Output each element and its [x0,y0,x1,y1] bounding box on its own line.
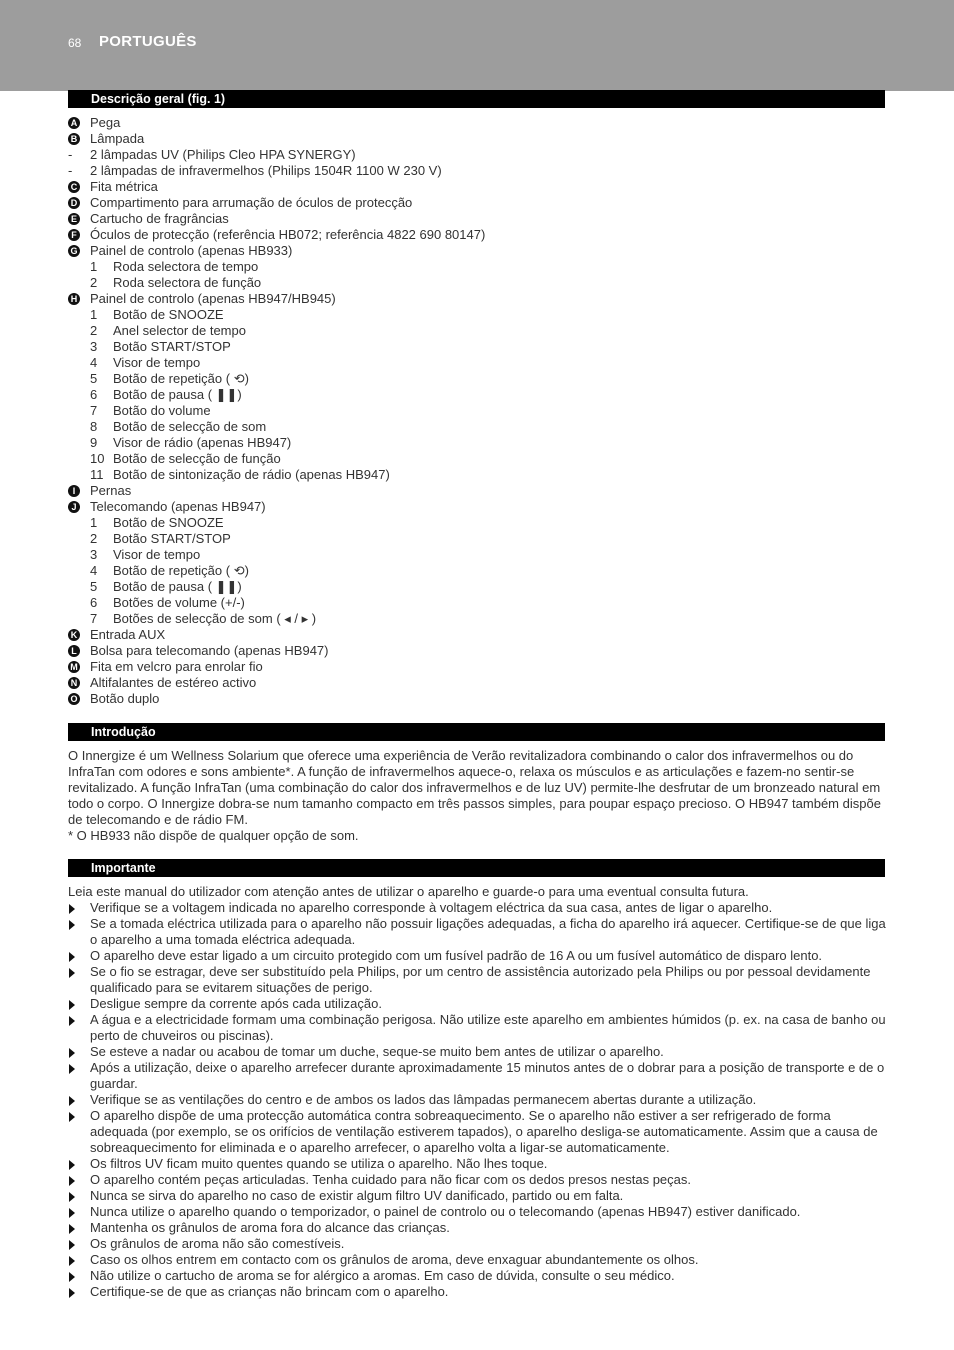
list-item [68,531,888,547]
list-item [68,467,888,483]
item-label: Pega [90,115,121,130]
item-label: Painel de controlo (apenas HB947/HB945) [90,291,336,306]
list-item [68,243,888,259]
item-letter-badge: J [68,501,80,513]
item-label: Lâmpada [90,131,145,146]
bullet-arrow-icon [69,1016,75,1026]
bullet-item [68,964,886,996]
item-number: 4 [90,563,98,578]
item-letter-badge: A [68,117,80,129]
item-number: 1 [90,515,98,530]
list-item [68,595,888,611]
item-label: Fita métrica [90,179,158,194]
item-letter-badge: G [68,245,80,257]
bullet-arrow-icon [69,1208,75,1218]
section-heading-intro: Introdução [68,723,885,741]
list-item [68,611,888,627]
item-letter-badge: N [68,677,80,689]
list-item [68,691,888,707]
item-label: Botões de selecção de som ( ◂ / ▸ ) [113,611,317,626]
page-number: 68 [68,36,82,50]
bullet-text: Caso os olhos entrem em contacto com os grânulos de aroma, deve enxaguar abundantemente os olhos. [90,1252,699,1267]
bullet-item [68,900,886,916]
item-label: Botão de pausa ( ❚❚) [113,579,242,594]
item-letter-badge: E [68,213,80,225]
item-number: 2 [90,275,98,290]
bullet-arrow-icon [69,1048,75,1058]
section-heading-important: Importante [68,859,885,877]
intro-text [68,748,886,844]
bullet-arrow-icon [69,968,75,978]
item-letter-badge: D [68,197,80,209]
item-number: 1 [90,307,98,322]
item-letter-badge: B [68,133,80,145]
bullet-text: Nunca se sirva do aparelho no caso de existir algum filtro UV danificado, partido ou em falta. [90,1188,624,1203]
bullet-arrow-icon [69,1096,75,1106]
bullet-arrow-icon [69,952,75,962]
list-item [68,211,888,227]
bullet-text: Após a utilização, deixe o aparelho arrefecer durante aproximadamente 15 minutos antes de o dobrar para a posição de transporte e de o guardar. [90,1060,885,1091]
item-letter-badge: C [68,181,80,193]
list-item [68,387,888,403]
list-item [68,323,888,339]
important-list [68,884,886,1300]
bullet-arrow-icon [69,1192,75,1202]
bullet-text: Não utilize o cartucho de aroma se for alérgico a aromas. Em caso de dúvida, consulte o seu médico. [90,1268,675,1283]
list-item [68,307,888,323]
list-item [68,483,888,499]
item-label: Fita em velcro para enrolar fio [90,659,263,674]
item-number: 5 [90,371,98,386]
overview-list [68,115,888,707]
bullet-item [68,1044,886,1060]
item-number: 2 [90,323,98,338]
bullet-item [68,1108,886,1156]
item-number: 2 [90,531,98,546]
item-label: Botão de selecção de função [113,451,281,466]
item-label: Roda selectora de tempo [113,259,259,274]
item-number: 10 [90,451,105,466]
bullet-text: Os grânulos de aroma não são comestíveis. [90,1236,345,1251]
bullet-text: O aparelho contém peças articuladas. Tenha cuidado para não ficar com os dedos presos nestas peças. [90,1172,692,1187]
bullet-arrow-icon [69,1176,75,1186]
bullet-text: Verifique se a voltagem indicada no aparelho corresponde à voltagem eléctrica da sua casa, antes de ligar o aparelho. [90,900,773,915]
bullet-arrow-icon [69,1288,75,1298]
item-label: Telecomando (apenas HB947) [90,499,266,514]
item-label: Compartimento para arrumação de óculos de protecção [90,195,413,210]
item-label: Anel selector de tempo [113,323,246,338]
intro-paragraph: O Innergize é um Wellness Solarium que oferece uma experiência de Verão revitalizadora combinando o calor dos infravermelhos ou do InfraTan com odores e sons ambiente*. A função de infravermelhos aquece-o, relaxa os músculos e as articulações e fazem-no sentir-se revitalizado. A função InfraTan (uma combinação do calor dos infravermelhos e de luz UV) permite-lhe desfrutar de um bronzeado natural em todo o corpo. O Innergize dobra-se num tamanho compacto em três passos simples, para poupar espaço precioso. O HB947 também dispõe de telecomando e de rádio FM. [68,748,881,827]
list-item [68,563,888,579]
bullet-text: Nunca utilize o aparelho quando o temporizador, o painel de controlo ou o telecomando (apenas HB947) estiver danificado. [90,1204,801,1219]
list-item [68,419,888,435]
bullet-item [68,1204,886,1220]
item-letter-badge: H [68,293,80,305]
important-lead: Leia este manual do utilizador com atenção antes de utilizar o aparelho e guarde-o para uma eventual consulta futura. [68,884,749,899]
bullet-item [68,1284,886,1300]
bullet-arrow-icon [69,1272,75,1282]
item-number: 11 [90,467,104,482]
list-item [68,675,888,691]
bullet-arrow-icon [69,1112,75,1122]
item-number: 1 [90,259,98,274]
list-item [68,435,888,451]
bullet-text: Certifique-se de que as crianças não brincam com o aparelho. [90,1284,449,1299]
item-letter-badge: K [68,629,80,641]
item-label: 2 lâmpadas de infravermelhos (Philips 1504R 1100 W 230 V) [90,163,442,178]
item-label: Visor de rádio (apenas HB947) [113,435,292,450]
bullet-item [68,1252,886,1268]
section-heading-overview: Descrição geral (fig. 1) [68,90,885,108]
item-label: Botão de repetição ( ⟲) [113,371,249,386]
bullet-arrow-icon [69,1000,75,1010]
bullet-text: Verifique se as ventilações do centro e de ambos os lados das lâmpadas permanecem abertas durante a utilização. [90,1092,757,1107]
list-item [68,275,888,291]
bullet-item [68,1172,886,1188]
item-number: 3 [90,547,98,562]
bullet-arrow-icon [69,1256,75,1266]
page-header [0,0,954,91]
item-label: Botão de repetição ( ⟲) [113,563,249,578]
bullet-item [68,916,886,948]
item-label: Botão de SNOOZE [113,515,224,530]
item-label: Pernas [90,483,132,498]
bullet-text: Mantenha os grânulos de aroma fora do alcance das crianças. [90,1220,450,1235]
list-item [68,499,888,515]
bullet-text: A água e a electricidade formam uma combinação perigosa. Não utilize este aparelho em ambientes húmidos (p. ex. na casa de banho ou perto de chuveiros ou piscinas). [90,1012,886,1043]
list-item [68,515,888,531]
item-label: Óculos de protecção (referência HB072; referência 4822 690 80147) [90,227,486,242]
item-label: 2 lâmpadas UV (Philips Cleo HPA SYNERGY) [90,147,356,162]
item-number: 5 [90,579,98,594]
bullet-text: Se a tomada eléctrica utilizada para o aparelho não possuir ligações adequadas, a ficha do aparelho irá aquecer. Certifique-se de que liga o aparelho a uma tomada eléctrica adequada. [90,916,886,947]
bullet-arrow-icon [69,1064,75,1074]
list-item [68,195,888,211]
item-number: 8 [90,419,98,434]
bullet-item [68,1268,886,1284]
bullet-item [68,1236,886,1252]
list-item [68,131,888,147]
bullet-item [68,1188,886,1204]
bullet-arrow-icon [69,1160,75,1170]
list-item [68,147,888,163]
bullet-item [68,1012,886,1044]
list-item [68,659,888,675]
item-label: Altifalantes de estéreo activo [90,675,257,690]
list-item [68,291,888,307]
bullet-item [68,1060,886,1092]
bullet-arrow-icon [69,1224,75,1234]
item-label: Botão de SNOOZE [113,307,224,322]
item-label: Botão de sintonização de rádio (apenas HB947) [113,467,390,482]
bullet-arrow-icon [69,1240,75,1250]
item-label: Botões de volume (+/-) [113,595,245,610]
dash-marker: - [68,147,73,162]
list-item [68,451,888,467]
bullet-text: Se o fio se estragar, deve ser substituído pela Philips, por um centro de assistência autorizado pela Philips ou por pessoal devidamente qualificado para se evitarem situações de perigo. [90,964,871,995]
list-item [68,547,888,563]
intro-footnote: * O HB933 não dispõe de qualquer opção de som. [68,828,359,843]
list-item [68,627,888,643]
list-item [68,259,888,275]
item-letter-badge: F [68,229,80,241]
item-label: Botão duplo [90,691,160,706]
item-letter-badge: I [68,485,80,497]
item-number: 3 [90,339,98,354]
item-number: 4 [90,355,98,370]
bullet-item [68,1156,886,1172]
list-item [68,355,888,371]
bullet-item [68,948,886,964]
item-label: Botão START/STOP [113,339,231,354]
item-label: Visor de tempo [113,355,201,370]
item-label: Botão START/STOP [113,531,231,546]
item-label: Painel de controlo (apenas HB933) [90,243,293,258]
dash-marker: - [68,163,73,178]
item-label: Botão do volume [113,403,211,418]
language-title: PORTUGUÊS [99,33,197,50]
item-number: 6 [90,387,98,402]
list-item [68,163,888,179]
item-label: Visor de tempo [113,547,201,562]
bullet-arrow-icon [69,904,75,914]
item-label: Bolsa para telecomando (apenas HB947) [90,643,329,658]
bullet-item [68,1220,886,1236]
bullet-item [68,1092,886,1108]
item-letter-badge: O [68,693,80,705]
list-item [68,227,888,243]
bullet-text: O aparelho deve estar ligado a um circuito protegido com um fusível padrão de 16 A ou um fusível automático de disparo lento. [90,948,823,963]
item-label: Roda selectora de função [113,275,262,290]
item-label: Entrada AUX [90,627,166,642]
list-item [68,403,888,419]
item-number: 7 [90,611,98,626]
item-label: Botão de pausa ( ❚❚) [113,387,242,402]
bullet-text: Se esteve a nadar ou acabou de tomar um duche, seque-se muito bem antes de utilizar o aparelho. [90,1044,664,1059]
list-item [68,115,888,131]
item-letter-badge: L [68,645,80,657]
list-item [68,579,888,595]
bullet-arrow-icon [69,920,75,930]
item-letter-badge: M [68,661,80,673]
bullet-text: Os filtros UV ficam muito quentes quando se utiliza o aparelho. Não lhes toque. [90,1156,548,1171]
item-label: Cartucho de fragrâncias [90,211,229,226]
bullet-text: Desligue sempre da corrente após cada utilização. [90,996,382,1011]
item-label: Botão de selecção de som [113,419,267,434]
bullet-text: O aparelho dispõe de uma protecção automática contra sobreaquecimento. Se o aparelho não estiver a ser refrigerado de forma adequada (por exemplo, se os orifícios de ventilação estiverem tapados), o aparelho desliga-se automaticamente. Assim que a causa de sobreaquecimento for eliminada e o aparelho arrefecer, o aparelho volta a ligar-se automaticamente. [90,1108,878,1155]
bullet-item [68,996,886,1012]
list-item [68,179,888,195]
item-number: 9 [90,435,98,450]
item-number: 7 [90,403,98,418]
list-item [68,339,888,355]
list-item [68,643,888,659]
item-number: 6 [90,595,98,610]
list-item [68,371,888,387]
